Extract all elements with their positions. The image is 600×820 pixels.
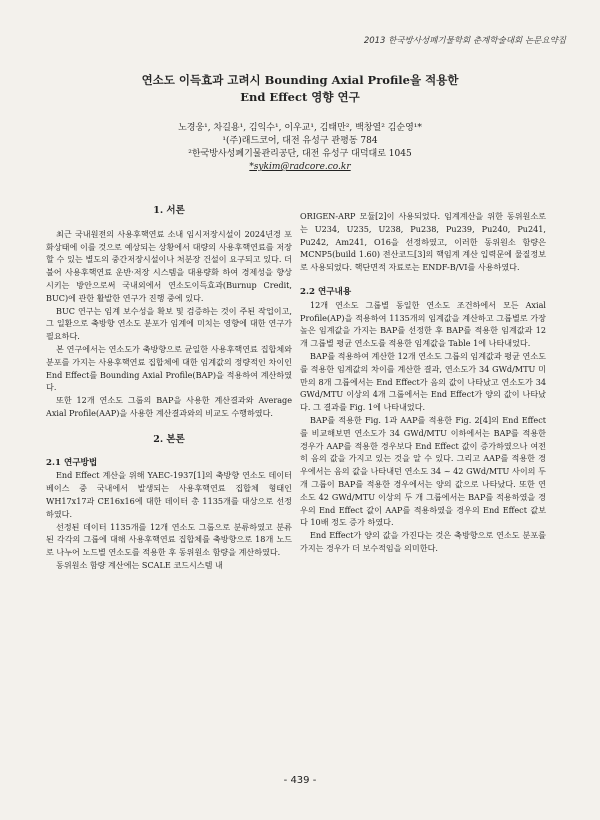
body-heading: 2. 본론 xyxy=(153,433,185,445)
right-column xyxy=(300,210,546,555)
content-paragraph-2: BAP를 적용하여 계산한 12개 연소도 그룹의 임계값과 평균 연소도를 적용한 임계값의 차이를 계산한 결과, 연소도가 34 GWd/MTU 미만의 8개 그룹에서는 End Effect가 음의 값이 나타났고 연소도가 34 GWd/MTU 이상의 4개 그룹에서는 End Effect가 양의 값이 나타났다. 그 결과를 Fig. 1에 나타내었다. xyxy=(300,350,546,413)
title-line-2: End Effect 영향 연구 xyxy=(240,90,360,104)
content-heading: 2.2 연구내용 xyxy=(300,286,352,297)
running-head: 2013 한국방사성폐기물학회 춘계학술대회 논문요약집 xyxy=(363,36,566,46)
intro-paragraph-3: 본 연구에서는 연소도가 축방향으로 균일한 사용후핵연료 집합체와 분포를 가지는 사용후핵연료 집합체에 대한 임계값의 정량적인 차이인 End Effect를 Bounding Axial Profile(BAP)을 적용하여 계산하였다. xyxy=(46,343,292,393)
author-names: 노경웅¹, 차길용¹, 김익수¹, 이우교¹, 김태만², 백창열² 김순영¹* xyxy=(178,123,422,133)
author-email: *sykim@radcore.co.kr xyxy=(249,162,351,172)
content-paragraph-4: End Effect가 양의 값을 가진다는 것은 축방향으로 연소도 분포를 가지는 경우가 더 보수적임을 의미한다. xyxy=(300,530,546,553)
intro-paragraph-4: 또한 12개 연소도 그룹의 BAP을 사용한 계산결과와 Average Axial Profile(AAP)을 사용한 계산결과와의 비교도 수행하였다. xyxy=(46,395,292,418)
intro-paragraph-2: BUC 연구는 임계 보수성을 확보 및 검증하는 것이 주된 작업이고, 그 일환으로 축방향 연소도 분포가 임계에 미치는 영향에 대한 연구가 필요하다. xyxy=(46,305,292,342)
title-line-1: 연소도 이득효과 고려시 Bounding Axial Profile을 적용한 xyxy=(141,73,459,87)
method-paragraph-3: 동위원소 함량 계산에는 SCALE 코드시스템 내 xyxy=(56,559,223,570)
intro-heading: 1. 서론 xyxy=(153,205,185,216)
left-column xyxy=(46,205,292,572)
affiliation-1: ¹(주)래드코어, 대전 유성구 관평동 784 xyxy=(222,136,378,146)
page-number: - 439 - xyxy=(283,775,317,786)
method-paragraph-1: End Effect 계산을 위해 YAEC-1937[1]의 축방향 연소도 데이터베이스 중 국내에서 발생되는 사용후핵연료 집합체 형태인 WH17x17과 CE16x16에 대한 데이터 총 1135개를 대상으로 선정하였다. xyxy=(46,470,292,519)
affiliation-2: ²한국방사성폐기물관리공단, 대전 유성구 대덕대로 1045 xyxy=(188,149,412,159)
paper-title xyxy=(60,72,540,106)
author-block xyxy=(60,122,540,174)
method-paragraph-2: 선정된 데이터 1135개를 12개 연소도 그룹으로 분류하였고 분류된 각각의 그룹에 대해 사용후핵연료 집합체를 축방향으로 18개 노드로 나누어 노드별 연소도를 적용한 후 동위원소 함량을 계산하였다. xyxy=(46,521,292,558)
intro-paragraph-1: 최근 국내원전의 사용후핵연료 소내 임시저장시설이 2024년경 포화상태에 이를 것으로 예상되는 상황에서 대량의 사용후핵연료를 저장할 수 있는 별도의 중간저장시설이나 처분장 건설이 요구되고 있다. 더불어 사용후핵연료 운반·저장 시스템을 대용량화 하여 경제성을 향상시키는 방안으로써 국내외에서 연소도이득효과(Burnup Credit, BUC)에 관한 활발한 연구가 진행 중에 있다. xyxy=(46,228,292,303)
method-heading: 2.1 연구방법 xyxy=(46,457,98,468)
content-paragraph-3: BAP를 적용한 Fig. 1과 AAP를 적용한 Fig. 2[4]의 End Effect를 비교해보면 연소도가 34 GWd/MTU 이하에서는 BAP를 적용한 경우가 AAP를 적용한 경우보다 End Effect 값이 증가하였으나 여전히 음의 값을 가지고 있는 것을 알 수 있다. 그리고 AAP를 적용한 경우에서는 음의 값을 나타내던 연소도 34 ~ 42 GWd/MTU 사이의 두 개 그룹이 BAP를 적용한 경우에서는 양의 값으로 나타났다. 또한 연소도 42 GWd/MTU 이상의 두 개 그룹에서는 BAP를 적용하였을 경우의 End Effect 값이 AAP를 적용하였을 경우의 End Effect 값보다 10배 정도 증가 하였다. xyxy=(300,414,546,528)
content-paragraph-1: 12개 연소도 그룹별 동일한 연소도 조건하에서 모든 Axial Profile(AP)을 적용하여 1135개의 임계값을 계산하고 그룹별로 가장 높은 임계값을 가지는 BAP를 선정한 후 BAP를 적용한 임계값과 12개 그룹별 평균 연소도를 적용한 임계값을 Table 1에 나타내었다. xyxy=(300,299,546,349)
right-paragraph-1: ORIGEN-ARP 모듈[2]이 사용되었다. 임계계산을 위한 동위원소로는 U234, U235, U238, Pu238, Pu239, Pu240, Pu241, Pu242, Am241, O16을 선정하였고, 이러한 동위원소 함량은 MCNP5(build 1.60) 전산코드[3]의 핵임계 계산 입력문에 물질정보로 사용되었다. 핵단면적 자료로는 ENDF-B/VI를 사용하였다. xyxy=(300,211,546,273)
